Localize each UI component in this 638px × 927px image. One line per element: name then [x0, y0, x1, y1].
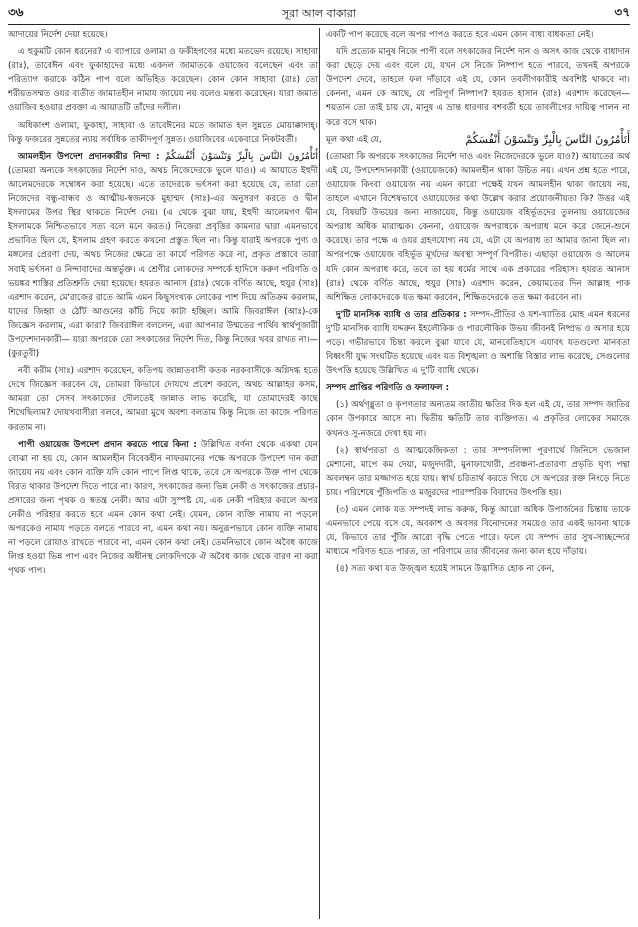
paragraph-text: (তোমরা অন্যকে সৎকাজের নির্দেশ দাও, অথচ নিজেদেরকে ভুলে যাও।) এ আয়াতে ইহুদী আলেমদেরকে সম্বোধন করা হয়েছে। এতে তাদেরকে ভর্ৎসনা করা হয়েছে যে, তারা তো নিজেদের বন্ধু-বান্ধব ও আত্মীয়-স্বজনকে মুহাম্মদ (সাঃ)-এর অনুসরণ করতে ও দ্বীন ইসলামের উপর স্থির থাকতে নির্দেশ দেয়। (এ থেকে বুঝা যায়, ইহুদী আলেমগণ দ্বীন ইসলামকে নিশ্চিতভাবে সত্য বলে মনে করত।) নিজেরা প্রবৃত্তির কামনার দ্বারা এমনভাবে প্রভাবিত ছিল যে, ইসলাম গ্রহণ করতে কখনো প্রস্তুত ছিল না। কিন্তু যারাই অপরকে পুণ্য ও মঙ্গলের প্রেরণা দেয়, অথচ নিজের ক্ষেত্রে তা কার্যে পরিণত করে না, প্রকৃত প্রস্তাবে তারা সবাই ভর্ৎসনা ও নিন্দাবাদের অন্তর্ভুক্ত। এ শ্রেণীর লোকদের সম্পর্কে হাদিসে করুণ পরিণতি ও ভয়ঙ্কর শাস্তির প্রতিশ্রুতি দেয়া হয়েছে। হযরত আনাস (রাঃ) থেকে বর্ণিত আছে, হুযুর (সাঃ) এরশাদ করেন, মে'রাজের রাতে আমি এমন কিছুসংখ্যক লোকের পাশ দিয়ে অতিক্রম করলাম, যাদের জিহ্বা ও ঠোঁট আগুনের কাঁচি দিয়ে কাটা হচ্ছিল। আমি জিবরাঈল (আঃ)-কে জিজ্ঞেস করলাম, এরা কারা? জিবরাঈল বললেন, এরা আপনার উম্মতের পার্থিব স্বার্থপূজারী উপদেশদানকারী— যারা অপরকে তো সৎকাজের নির্দেশ দিত, কিন্তু নিজের খবর রাখত না।— (কুরতুবী) — [8, 165, 318, 360]
paragraph: এ হুকুমটি কোন ধরনের? এ ব্যাপারে ওলামা ও ফকীহগণের মধ্যে মতভেদ রয়েছে। সাহাবা (রাঃ), তাবেঈন এবং ফুকাহাদের মধ্যে একদল জামাতকে ওয়াজেব বলেছেন এবং তা পরিত্যাগ করাকে কঠিন পাপ বলে অভিহিত করেছেন। কোন কোন সাহাবা (রাঃ) তো শরীয়তসম্মত ওযর ব্যতীত জামাতহীন নামায জায়েয নয় বলেও মন্তব্য করেছেন। যারা জমাত ওয়াজিব হওয়ার প্রবক্তা এ আয়াতটি তাঁদের দলীল। — [8, 47, 318, 114]
section-heading: দু'টি মানসিক ব্যাধি ও তার প্রতিকার : — [336, 309, 467, 320]
surah-title: সূরা আল বাকারা — [282, 6, 356, 20]
section-heading: আমলহীন উপদেশ প্রদানকারীর নিন্দা : — [18, 151, 160, 162]
paragraph: অধিকাংশ ওলামা, ফুকাহা, সাহাবা ও তাবেঈনের মতে জামাত হল সুন্নতে মোয়াক্কাদাহ্‌। কিন্তু ফজরের সুন্নতের ন্যায় সর্বাধিক তাকীদপূর্ণ সুন্নত। ওয়াজিবের একেবারে নিকটবর্তী। — [8, 120, 318, 145]
arabic-verse: وَتَنْسَوْنَ أَنْفُسَكُمْ — [164, 150, 232, 162]
main-point-line — [326, 133, 630, 147]
column-divider — [319, 28, 320, 919]
section-heading: পাপী ওয়ায়েজ উপদেশ প্রদান করতে পারে কিনা : — [18, 439, 197, 450]
page-header — [8, 4, 630, 25]
section-heading-para — [326, 308, 630, 378]
paragraph: (তোমরা কি অপরকে সৎকাজের নির্দেশ দাও এবং নিজেদেরকে ভুলে যাও?) আয়াতের অর্থ এই যে, উপদেশদানকারী (ওয়ায়েজকে) আমলহীন থাকা উচিত নয়। এখন প্রশ্ন হতে পারে, ওয়ায়েজ কিংবা ওয়ায়েজ নয় এমন কারো পক্ষেই যখন আমলহীন থাকা জায়েয নয়, তাহলে এখানে বিশেষভাবে ওয়ায়েজের কথা উল্লেখ করার প্রয়োজনীয়তা কি? উত্তর এই যে, বিষয়টি উভয়ের জন্য নাজায়েয, কিন্তু ওয়ায়েজ বহির্ভূতদের তুলনায় ওয়ায়েজের অপরাধ অধিক মারাত্মক। কেননা, ওয়ায়েজ অপরাধকে অপরাধ মনে করে জেনে-শুনে করেছে। তার পক্ষে এ ওযর গ্রহণযোগ্য নয় যে, এটা যে অপরাধ তা আমার জানা ছিল না। অপরপক্ষে ওয়ায়েজ বহির্ভূত মূর্খদের অবস্থা সম্পূর্ণ বিপরীত। এছাড়া ওয়ায়েজ ও আলেম যদি কোন অপরাধ করে, তবে তা হয় ধর্মের সাথে এক প্রকারের পরিহাস। হযরত আনাস (রাঃ) থেকে বর্ণিত আছে, হুযুর (সাঃ) এরশাদ করেন, কেয়ামতের দিন আল্লাহ পাক অশিক্ষিত লোকদেরকে যত ক্ষমা করবেন, শিক্ষিতদেরকে তত ক্ষমা করবেন না। — [326, 151, 630, 303]
page-number-right: ৩৭ — [614, 5, 630, 19]
paragraph-text: সম্পদ-প্রীতির ও যশ-খ্যাতির মোহ এমন ধরনের দু'টি মানসিক ব্যাধি যদ্দরুন ইহলৌকিক ও পারলৌকিক উভয় জীবনই নিষ্প্রভ ও অসার হয়ে পড়ে। গভীরভাবে চিন্তা করলে বুঝা যাবে যে, মানবেতিহাসে এযাবৎ যতগুলো মানবতা বিধ্বংসী যুদ্ধ সংঘটিত হয়েছে এবং যত বিশৃঙ্খলা ও অশান্তি বিস্তার লাভ করেছে, সেগুলোর উৎপত্তি হয়েছে উল্লিখিত এ দু'টি ব্যাধি থেকে। — [326, 309, 630, 377]
page-number-left: ৩৬ — [8, 5, 24, 19]
paragraph: একটি পাপ করেছে বলে অপর পাপও করতে হবে এমন কোন বাধ্য বাধকতা নেই। — [326, 30, 594, 40]
right-column — [326, 28, 630, 921]
paragraph: (২) স্বার্থপরতা ও আত্মকেন্দ্রিকতা : তার সম্পদলিপ্সা পূরণার্থে জিনিসে ভেজাল মেশানো, মাপে কম দেয়া, মজুদদারী, মুনাফাখোরী, প্রবঞ্চনা-প্রতারণা প্রভৃতি ঘৃণ্য পন্থা অবলম্বন তার মজ্জাগত হয়ে যায়। স্বার্থ চরিতার্থ করতে গিয়ে সে অপরের রক্ত নিংড়ে নিতে চায়। পরিশেষে পুঁজিপতি ও মজুরদের পারস্পরিক বিবাদের উৎপত্তি হয়। — [326, 445, 630, 498]
section-heading: সম্পদ প্রাপ্তির পরিণতি ও ফলাফল : — [326, 383, 450, 394]
arabic-verse: أَتَأْمُرُونَ النَّاسَ بِالْبِرِّ — [236, 150, 318, 162]
paragraph: (১) অর্থগৃধ্নুতা ও কৃপণতার অন্যতম জাতীয় ক্ষতির দিক হল এই যে, তার সম্পদ জাতির কোন উপকারে আসে না। দ্বিতীয় ক্ষতিটি তার ব্যক্তিগত। এ প্রকৃতির লোকের সমাজে কখনও সু-নজরে দেখা হয় না। — [326, 400, 630, 439]
paragraph: (৪) সত্য কথা যত উজ্জ্বল হয়েই সামনে উদ্ভাসিত হোক না কেন, — [336, 564, 555, 575]
paragraph: নবী করীম (সাঃ) এরশাদ করেছেন, কতিপয় জান্নাতবাসী কতক নরকবাসীকে অগ্নিদগ্ধ হতে দেখে জিজ্ঞেস করবেন যে, তোমরা কিভাবে দোযখে প্রবেশ করলে, অথচ আল্লাহর কসম, আমরা তো সেসব সৎকাজের দৌলতেই জান্নাত লাভ করেছি, যা তোমাদেরই কাছে শিখেছিলাম? দোযখবাসীরা বলবে, আমরা মুখে অবশ্য বলতাম কিন্তু নিজে তা কাজে পরিণত করতাম না। — [8, 366, 318, 433]
main-point-label: মূল কথা এই যে, — [326, 134, 382, 145]
paragraph-text: উল্লিখিত বর্ণনা থেকে একথা যেন বোঝা না হয় যে, কোন আমলহীন বিবেকহীন নাফরমানের পক্ষে অপরকে উপদেশ দান করা জায়েয নয় এবং কোন ব্যক্তি যদি কোন পাপে লিপ্ত থাকে, তবে সে অপরকে উক্ত পাপ থেকে বিরত থাকার উপদেশ দিতে পারে না। কারণ, সৎকাজের জন্য ভিন্ন নেকী ও সৎকাজের প্রচার-প্রসারের জন্য পৃথক ও স্বতন্ত্র নেকী। আর এটা সুস্পষ্ট যে, এক নেকী পরিহার করলে অপর নেকীও পরিহার করতে হবে এমন কোন কথা নেই। যেমন, কোন ব্যক্তি নামায না পড়লে অপরকেও নামায পড়তে বলতে পারবে না, এমন কথা নয়। অনুরূপভাবে কোন ব্যক্তি নামায না পড়লে রোযাও রাখতে পারবে না, এমন কোন কথা নেই। তেমনিভাবে কোন অবৈধ কাজে লিপ্ত হওয়া ভিন্ন পাপ এবং নিজের অধীনস্থ লোকদিগকে ঐ অবৈধ কাজ থেকে বারণ না করা পৃথক পাপ। — [8, 439, 318, 577]
section-heading-para — [8, 438, 318, 579]
arabic-verse: أَتَأْمُرُونَ النَّاسَ بِالْبِرِّ وَتَنْسَوْنَ أَنْفُسَكُمْ — [465, 132, 630, 146]
paragraph: (৩) এমন লোক যত সম্পদই লাভ করুক, কিন্তু আরো অধিক উপার্জনের চিন্তায় তাকে এমনভাবে পেয়ে বসে যে, অবকাশ ও অবসর বিনোদনের সময়েও তার একই ভাবনা থাকে যে, কিভাবে তার পুঁজি আরো বৃদ্ধি পেতে পারে। ফলে যে সম্পদ তার সুখ-সাচ্ছন্দ্যের মাধ্যমে পরিণত হতে পারত, তা পরিণামে তার জীবনের জন্য কাল হয়ে দাঁড়ায়। — [326, 505, 630, 558]
paragraph: আদায়ের নির্দেশ দেয়া হয়েছে। — [8, 30, 108, 40]
section-heading-para — [8, 150, 318, 361]
paragraph: যদি প্রত্যেক মানুষ নিজে পাপী বলে সৎকাজের নির্দেশ দান ও অসৎ কাজ থেকে বাধাদান করা ছেড়ে দেয় এবং বলে যে, যখন সে নিজে নিষ্পাপ হতে পারবে, তখনই অপরকে উপদেশ দেবে, তাহলে ফল দাঁড়াবে এই যে, কোন তবলীগকারীই অবশিষ্ট থাকবে না। কেননা, এমন কে আছে, যে পরিপূর্ণ নিষ্পাপ? হযরত হাসান (রাঃ) এরশাদ করেছেন— শয়তান তো তাই চায় যে, মানুষ এ ভ্রান্ত ধারণার বশবর্তী হয়ে তাবলীগের দায়িত্ব পালন না করে বসে থাক। — [326, 47, 630, 128]
left-column — [8, 28, 318, 921]
